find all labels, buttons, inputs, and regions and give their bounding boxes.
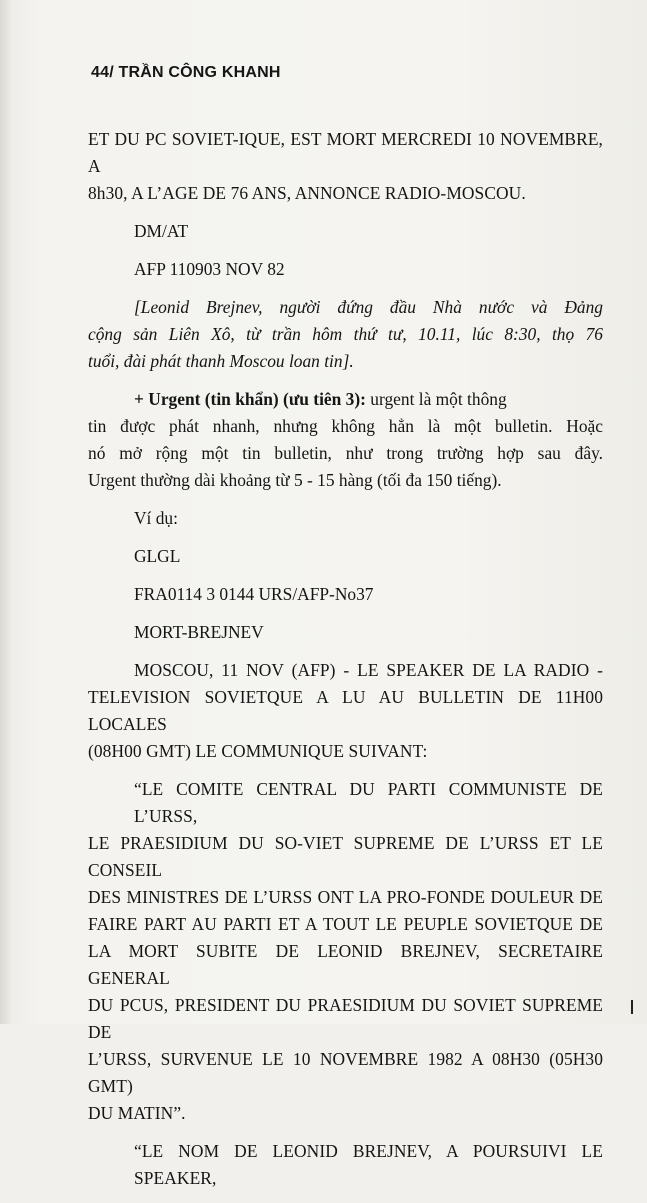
text-line: Ví dụ: bbox=[134, 508, 178, 528]
paragraph-afp-ref bbox=[88, 256, 603, 283]
page-body bbox=[88, 126, 603, 1203]
text-line: MORT-BREJNEV bbox=[134, 622, 264, 642]
text-line: “LE NOM DE LEONID BREJNEV, A POURSUIVI LE SPEAKER, bbox=[134, 1141, 603, 1188]
text-line: nó mở rộng một tin bulletin, như trong trường hợp sau đây. bbox=[88, 443, 603, 463]
paragraph-fra-ref bbox=[88, 581, 603, 608]
text-line: FAIRE PART AU PARTI ET A TOUT LE PEUPLE SOVIETQUE DE bbox=[88, 914, 603, 934]
paragraph-communique bbox=[88, 776, 603, 1127]
running-header bbox=[91, 64, 281, 82]
text-line: 8h30, A L’AGE DE 76 ANS, ANNONCE RADIO-MOSCOU. bbox=[88, 183, 526, 203]
text-line: tin được phát nhanh, nhưng không hẳn là một bulletin. Hoặc bbox=[88, 416, 603, 436]
text-line: Urgent thường dài khoảng từ 5 - 15 hàng (tối đa 150 tiếng). bbox=[88, 470, 502, 490]
paragraph-slug bbox=[88, 619, 603, 646]
text-line: DU MATIN”. bbox=[88, 1103, 186, 1123]
text-line: LA MORT SUBITE DE LEONID BREJNEV, SECRETAIRE GENERAL bbox=[88, 941, 603, 988]
text-line: “LE COMITE CENTRAL DU PARTI COMMUNISTE DE L’URSS, bbox=[134, 779, 603, 826]
text-line: FRA0114 3 0144 URS/AFP-No37 bbox=[134, 584, 374, 604]
page-gutter-shadow bbox=[0, 0, 12, 1024]
paragraph-urgent bbox=[88, 386, 603, 494]
page-edge-mark bbox=[631, 1000, 633, 1014]
text-line: AFP 110903 NOV 82 bbox=[134, 259, 285, 279]
text-line: [Leonid Brejnev, người đứng đầu Nhà nước và Đảng bbox=[134, 297, 603, 317]
urgent-definition-start: urgent là một thông bbox=[365, 389, 507, 409]
text-line: DES MINISTRES DE L’URSS ONT LA PRO-FONDE DOULEUR DE bbox=[88, 887, 603, 907]
text-line: DU PCUS, PRESIDENT DU PRAESIDIUM DU SOVIET SUPREME DE bbox=[88, 995, 603, 1042]
paragraph-dateline bbox=[88, 657, 603, 765]
paragraph-glgl bbox=[88, 543, 603, 570]
text-line: MOSCOU, 11 NOV (AFP) - LE SPEAKER DE LA RADIO - bbox=[134, 660, 603, 680]
page-number: 44/ bbox=[91, 64, 114, 81]
text-line: L’URSS, SURVENUE LE 10 NOVEMBRE 1982 A 08H30 (05H30 GMT) bbox=[88, 1049, 603, 1096]
text-line: cộng sản Liên Xô, từ trần hôm thứ tư, 10.11, lúc 8:30, thọ 76 bbox=[88, 324, 603, 344]
paragraph-dmat bbox=[88, 218, 603, 245]
text-line: tuổi, đài phát thanh Moscou loan tin]. bbox=[88, 351, 354, 371]
text-line: (08H00 GMT) LE COMMUNIQUE SUIVANT: bbox=[88, 741, 428, 761]
text-line: ET DU PC SOVIET-IQUE, EST MORT MERCREDI 10 NOVEMBRE, A bbox=[88, 129, 603, 176]
paragraph-dispatch-end bbox=[88, 126, 603, 207]
paragraph-example-label bbox=[88, 505, 603, 532]
text-line: LE PRAESIDIUM DU SO-VIET SUPREME DE L’URSS ET LE CONSEIL bbox=[88, 833, 603, 880]
text-line: TELEVISION SOVIETQUE A LU AU BULLETIN DE 11H00 LOCALES bbox=[88, 687, 603, 734]
running-title: TRẦN CÔNG KHANH bbox=[113, 64, 281, 81]
text-line: DM/AT bbox=[134, 221, 189, 241]
urgent-term: + Urgent (tin khẩn) (ưu tiên 3): bbox=[134, 389, 366, 409]
paragraph-translation bbox=[88, 294, 603, 375]
text-line: GLGL bbox=[134, 546, 181, 566]
paragraph-speaker-quote bbox=[88, 1138, 603, 1192]
text-line bbox=[88, 386, 603, 413]
